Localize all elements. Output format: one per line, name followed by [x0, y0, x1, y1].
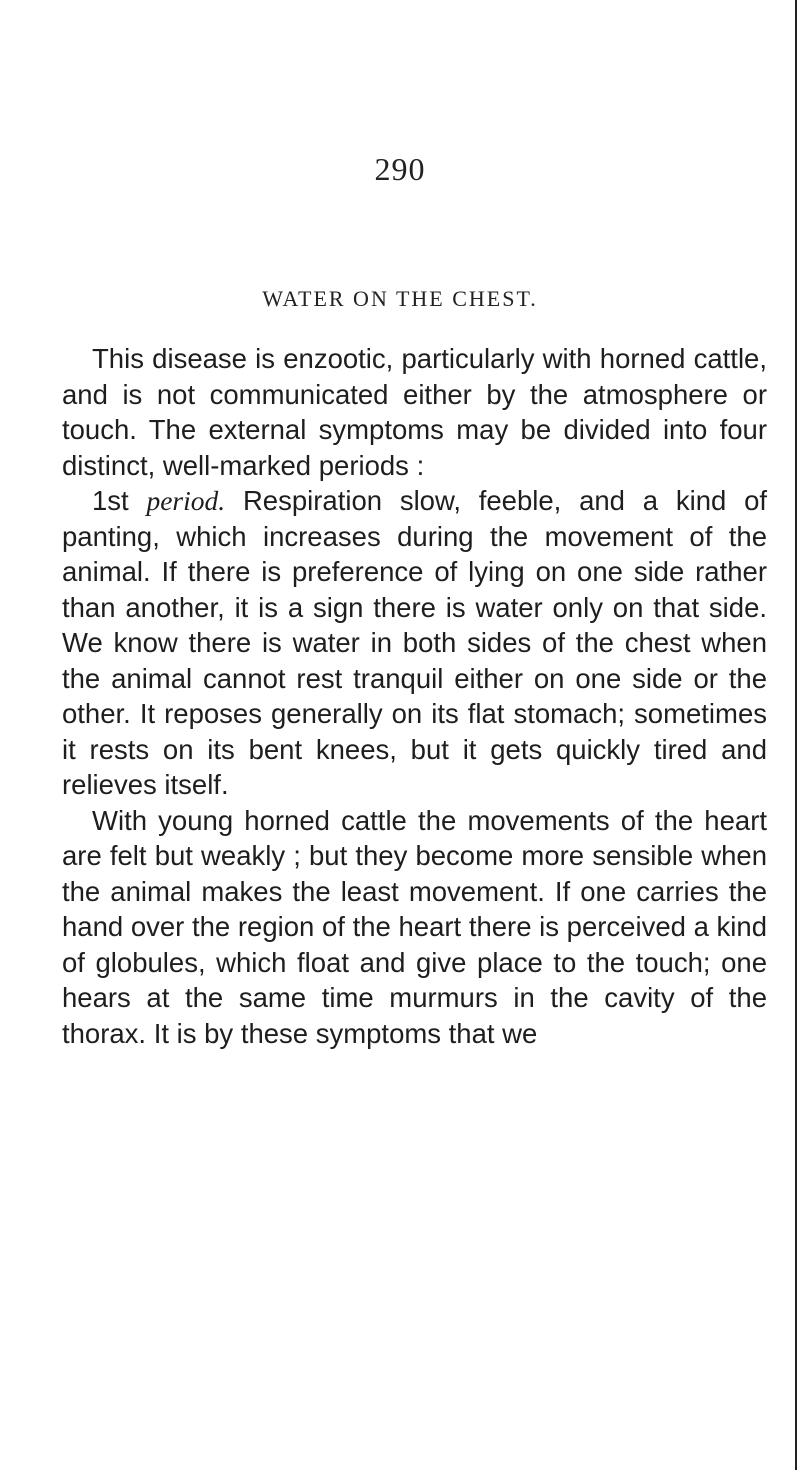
paragraph-first-period [62, 483, 767, 803]
period-description: Respiration slow, feeble, and a kind of panting, which increases during the movement of the animal. If there is preference of lying on one side rather than another, it is a sign there is water only on that side. We know there is water in both sides of the chest when the animal cannot rest tranquil either on one side or the other. It reposes generally on its flat stomach; sometimes it rests on its bent knees, but it gets quickly tired and relieves itself. [62, 485, 767, 800]
page-number: 290 [374, 151, 426, 187]
page-edge-line [795, 0, 797, 1470]
period-number: 1st [92, 485, 147, 516]
body-text [62, 341, 767, 1051]
paragraph-young-cattle: With young horned cattle the movements of the heart are felt but weakly ; but they become more sensible when the animal makes the least movement. If one carries the hand over the region of the heart there is perceived a kind of globules, which float and give place to the touch; one hears at the same time murmurs in the cavity of the thorax. It is by these symptoms that we [62, 804, 767, 1049]
page-title: WATER ON THE CHEST. [262, 286, 538, 311]
period-label: period. [146, 485, 226, 516]
paragraph-intro: This disease is enzootic, particularly with horned cattle, and is not communicated either by the atmosphere or touch. The external symptoms may be divided into four distinct, well-marked periods : [62, 343, 767, 481]
